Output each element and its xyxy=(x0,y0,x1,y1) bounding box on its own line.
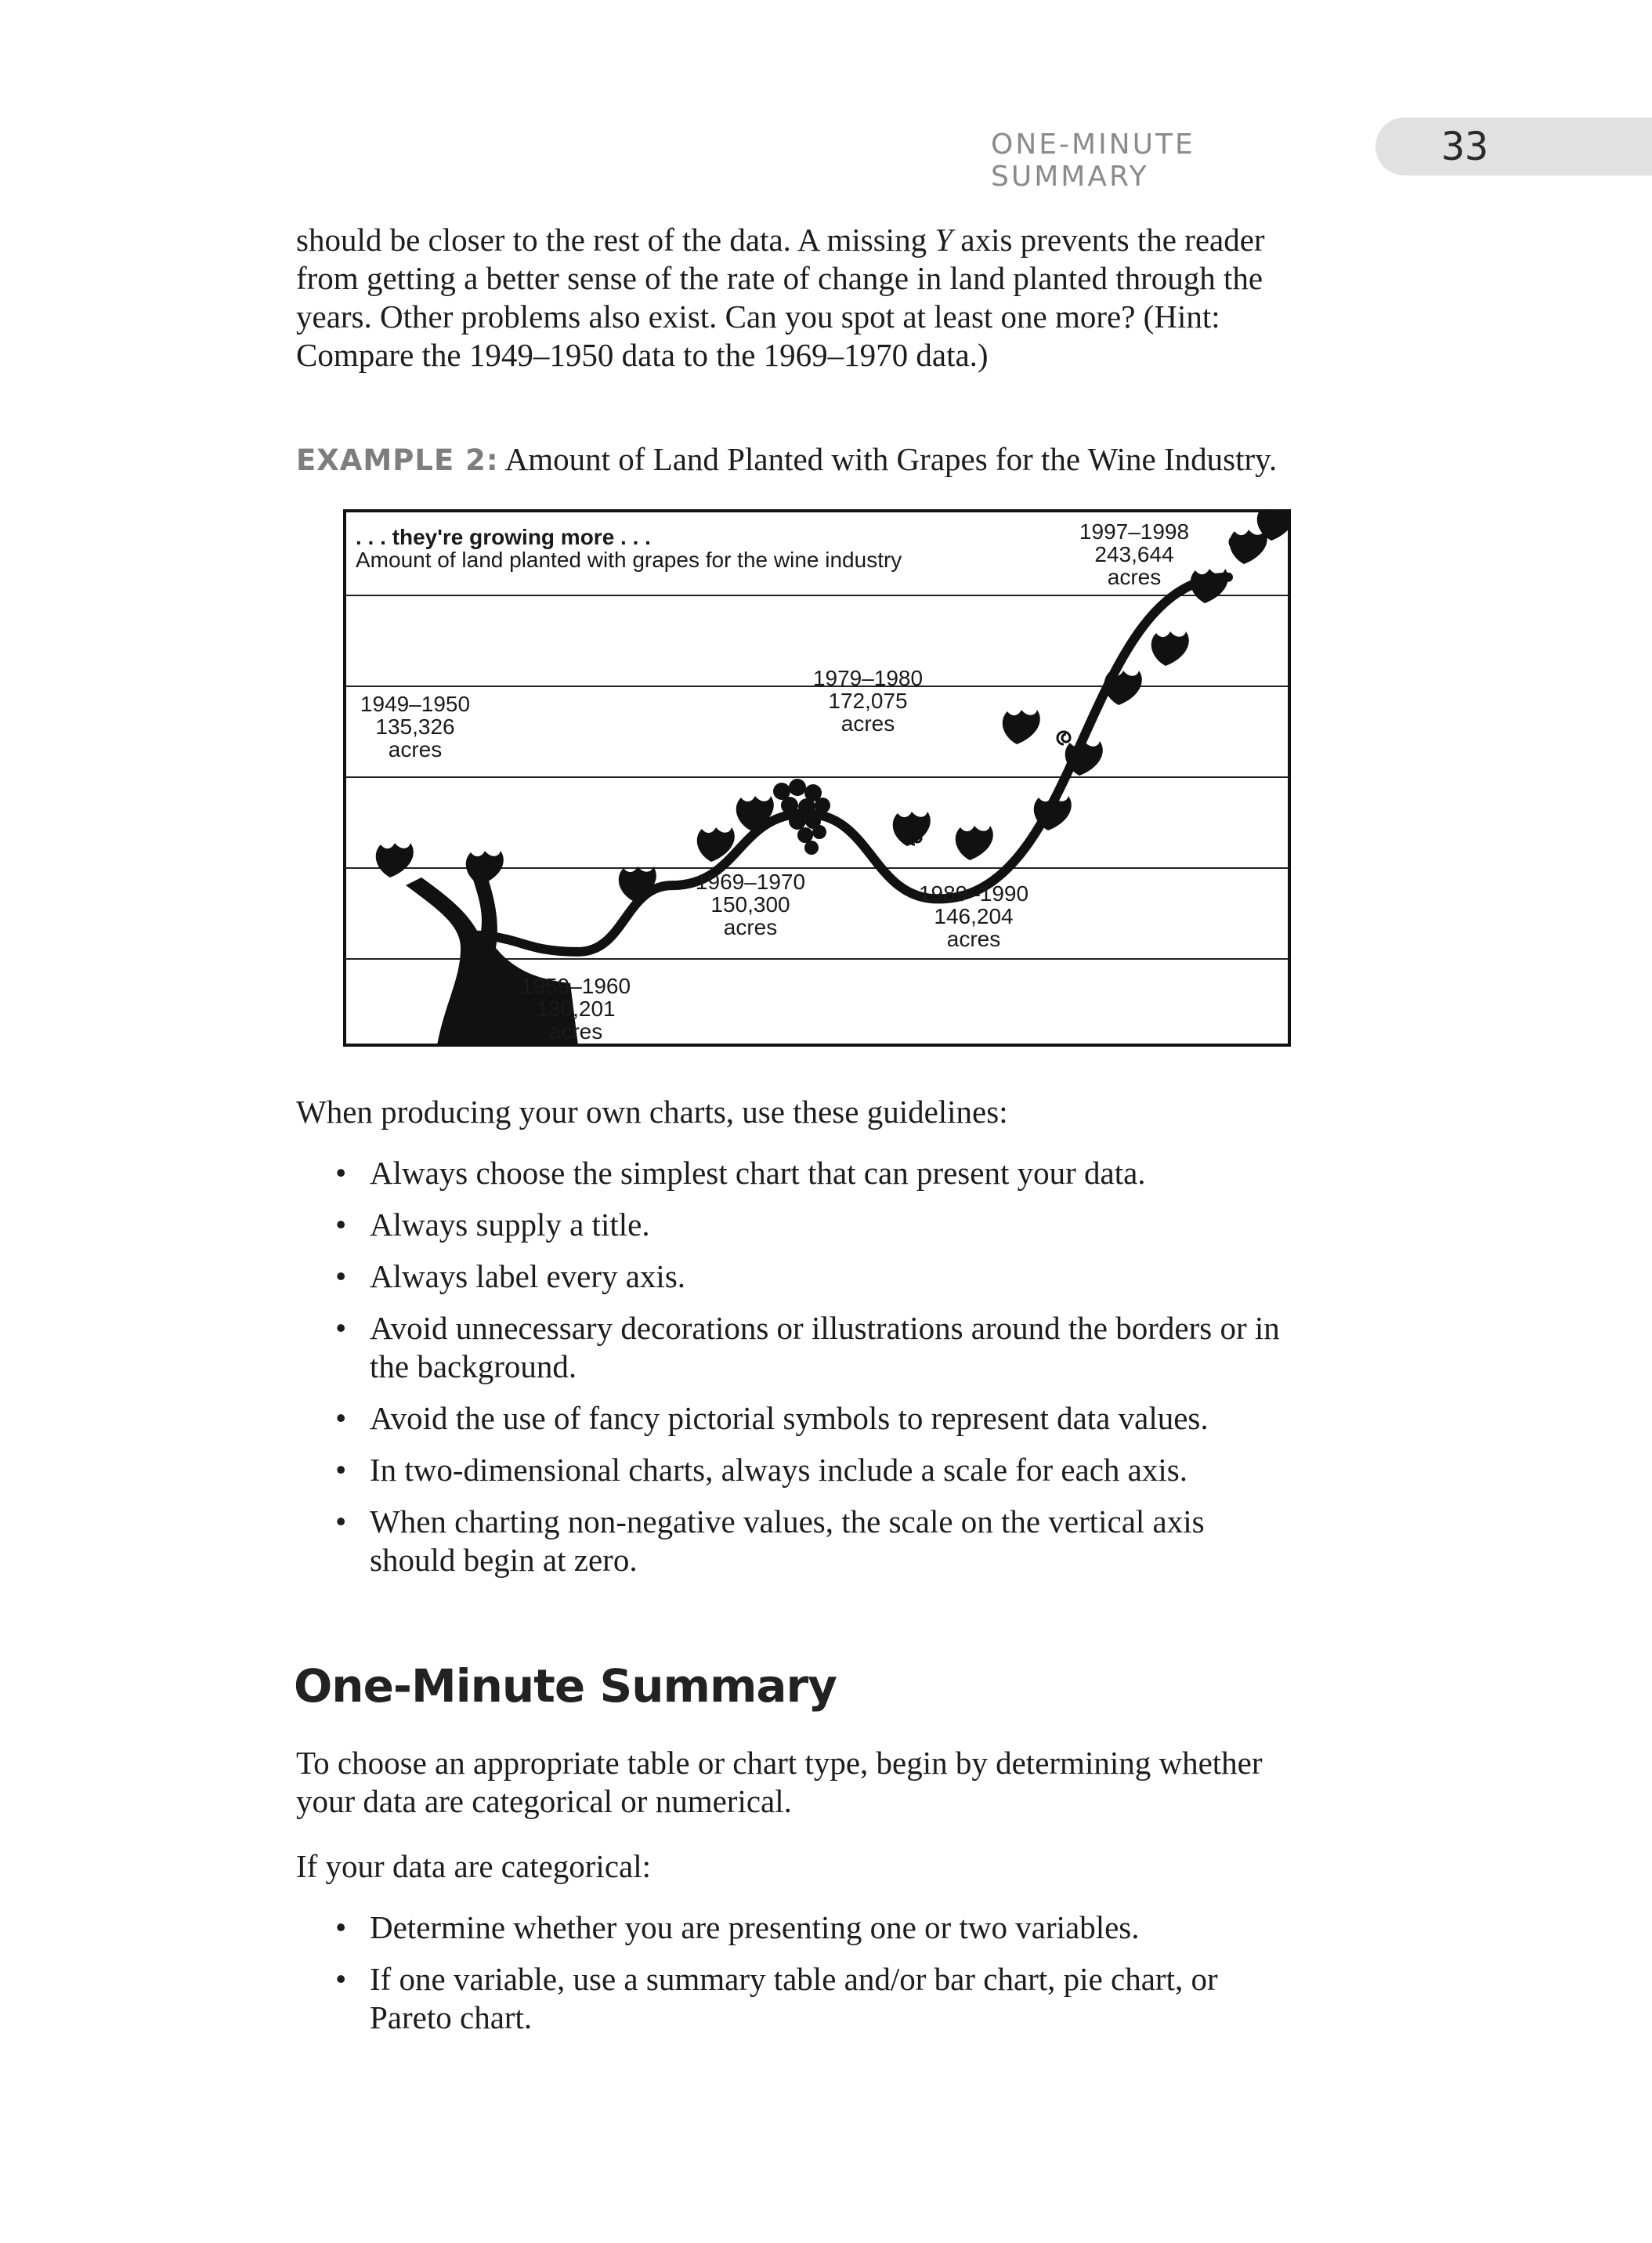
running-head: ONE-MINUTE SUMMARY xyxy=(991,128,1195,193)
intro-line-2: from getting a better sense of the rate of change in land planted through the xyxy=(296,260,1263,296)
point-label-value: 135,326 xyxy=(375,715,455,739)
bullet-icon: • xyxy=(335,1503,347,1539)
example-caption xyxy=(296,440,1354,479)
bullet-icon: • xyxy=(335,1400,347,1436)
point-label-unit: acres xyxy=(723,915,778,939)
example-label: EXAMPLE 2: xyxy=(296,443,499,477)
section-heading: One-Minute Summary xyxy=(294,1659,837,1713)
point-label-period: 1949–1950 xyxy=(360,692,471,716)
bullet-icon: • xyxy=(335,1258,347,1294)
point-label-unit: acres xyxy=(1107,565,1162,589)
bullet-icon: • xyxy=(335,1452,347,1488)
point-label-value: 130,201 xyxy=(536,997,616,1021)
guidelines-intro: When producing your own charts, use these guidelines: xyxy=(296,1094,1008,1130)
example-caption-text: Amount of Land Planted with Grapes for the Wine Industry. xyxy=(498,441,1278,477)
chart-subtitle: Amount of land planted with grapes for the wine industry xyxy=(356,548,902,572)
point-label-value: 146,204 xyxy=(934,904,1014,928)
intro-paragraph xyxy=(296,221,1354,374)
list-item: • When charting non-negative values, the scale on the vertical axis should begin at zero. xyxy=(335,1503,1205,1578)
bullet-icon: • xyxy=(335,1207,347,1243)
list-item: • Always label every axis. xyxy=(335,1258,686,1294)
list-item: • In two-dimensional charts, always include a scale for each axis. xyxy=(335,1452,1187,1488)
point-label-value: 150,300 xyxy=(710,892,790,917)
point-label-period: 1979–1980 xyxy=(812,666,924,690)
bullet-icon: • xyxy=(335,1961,347,1997)
grape-acreage-chart xyxy=(343,509,1291,1050)
list-item: • Always choose the simplest chart that can present your data. xyxy=(335,1155,1146,1191)
list-item: • If one variable, use a summary table and/or bar chart, pie chart, or Pareto chart. xyxy=(335,1961,1218,2035)
point-label-period: 1997–1998 xyxy=(1079,519,1190,544)
chart-title: . . . they're growing more . . . xyxy=(356,525,651,549)
intro-line-1: should be closer to the rest of the data. A missing Y axis prevents the reader xyxy=(296,222,1265,258)
point-label-value: 172,075 xyxy=(828,689,908,713)
summary-paragraph-1: To choose an appropriate table or chart type, begin by determining whether your data are categorical or numerical. xyxy=(296,1745,1263,1819)
bullet-icon: • xyxy=(335,1909,347,1945)
point-label-period: 1989–1990 xyxy=(918,881,1029,906)
point-label-unit: acres xyxy=(946,927,1001,951)
point-label-period: 1969–1970 xyxy=(695,870,806,894)
page-number: 33 xyxy=(1441,124,1489,169)
chart-svg xyxy=(343,509,1291,1047)
intro-line-3: years. Other problems also exist. Can you spot at least one more? (Hint: xyxy=(296,298,1220,335)
point-label-period: 1959–1960 xyxy=(520,974,631,998)
list-item: • Avoid unnecessary decorations or illustrations around the borders or in the background. xyxy=(335,1310,1280,1384)
page-number-tab xyxy=(1375,118,1652,175)
bullet-icon: • xyxy=(335,1155,347,1191)
list-item: • Always supply a title. xyxy=(335,1207,650,1243)
point-label-unit: acres xyxy=(388,737,443,762)
intro-line-4: Compare the 1949–1950 data to the 1969–1970 data.) xyxy=(296,337,989,373)
guidelines-list xyxy=(335,1154,1354,1593)
summary-paragraph-2: If your data are categorical: xyxy=(296,1848,652,1884)
point-label-value: 243,644 xyxy=(1094,542,1174,566)
list-item: • Avoid the use of fancy pictorial symbols to represent data values. xyxy=(335,1400,1209,1436)
list-item: • Determine whether you are presenting one or two variables. xyxy=(335,1909,1140,1945)
point-label-unit: acres xyxy=(548,1019,603,1044)
point-label-unit: acres xyxy=(840,711,895,736)
bullet-icon: • xyxy=(335,1310,347,1346)
summary-list xyxy=(335,1908,1354,2050)
